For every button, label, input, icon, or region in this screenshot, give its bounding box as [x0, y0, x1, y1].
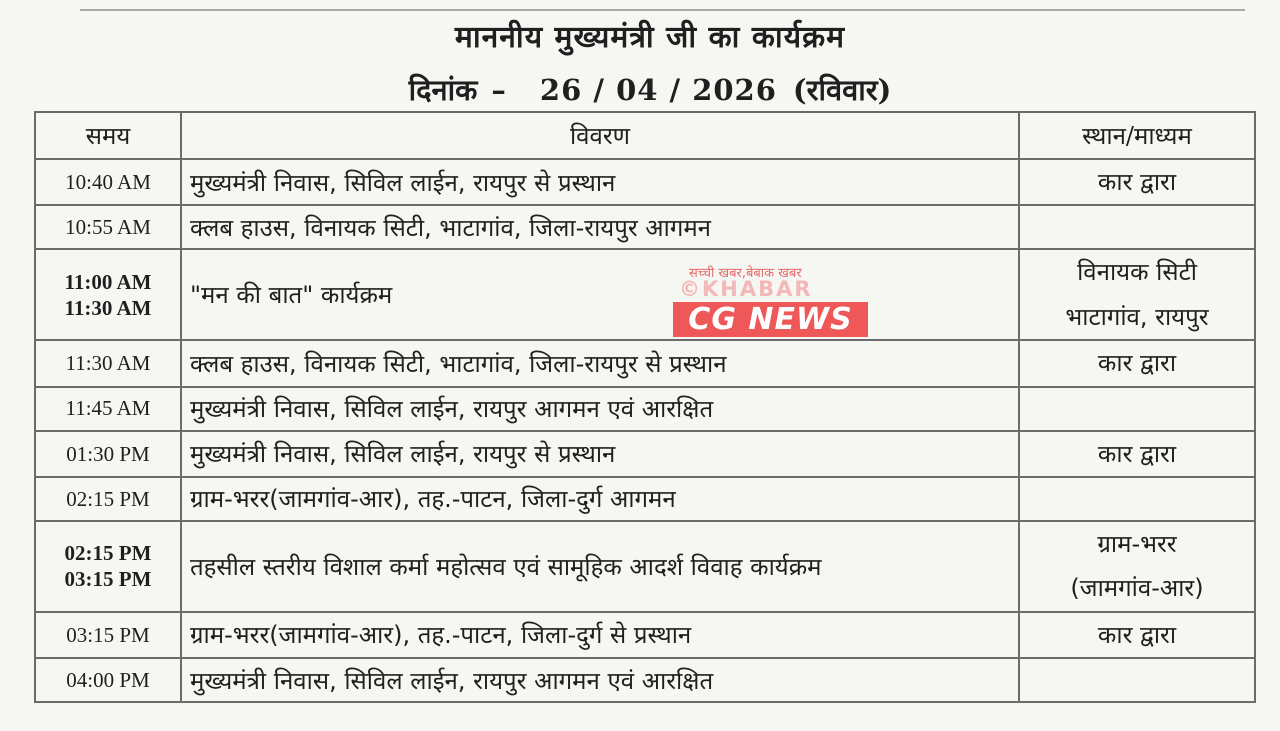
description-cell: क्लब हाउस, विनायक सिटी, भाटागांव, जिला-रायपुर से प्रस्थान	[181, 340, 1019, 386]
place-cell	[1019, 431, 1255, 477]
place-cell	[1019, 477, 1255, 521]
table-row	[35, 658, 1255, 702]
time-value: 11:30 AM	[64, 295, 152, 320]
place-cell	[1019, 612, 1255, 658]
column-header-place: स्थान/माध्यम	[1019, 112, 1255, 159]
place-value: विनायक सिटी	[1077, 258, 1197, 287]
place-cell	[1019, 205, 1255, 249]
page-title: माननीय मुख्यमंत्री जी का कार्यक्रम	[454, 20, 846, 55]
place-cell	[1019, 159, 1255, 205]
time-value: 01:30 PM	[66, 441, 150, 466]
description-cell: क्लब हाउस, विनायक सिटी, भाटागांव, जिला-रायपुर आगमन	[181, 205, 1019, 249]
time-cell	[35, 612, 181, 658]
description-cell: ग्राम-भरर(जामगांव-आर), तह.-पाटन, जिला-दुर्ग आगमन	[181, 477, 1019, 521]
description-cell: "मन की बात" कार्यक्रम	[181, 249, 1019, 340]
schedule-table	[34, 111, 1256, 703]
description-cell: तहसील स्तरीय विशाल कर्मा महोत्सव एवं सामूहिक आदर्श विवाह कार्यक्रम	[181, 521, 1019, 612]
place-cell	[1019, 387, 1255, 431]
table-row	[35, 521, 1255, 612]
time-value: 11:30 AM	[65, 351, 151, 376]
column-header-time: समय	[35, 112, 181, 159]
day-label: (रविवार)	[792, 73, 892, 107]
time-cell	[35, 205, 181, 249]
table-row	[35, 431, 1255, 477]
time-value: 04:00 PM	[66, 668, 150, 692]
time-cell	[35, 249, 181, 340]
place-cell	[1019, 249, 1255, 340]
time-value: 10:40 AM	[65, 170, 151, 195]
date-dash: –	[491, 73, 506, 107]
description-cell: मुख्यमंत्री निवास, सिविल लाईन, रायपुर आगमन एवं आरक्षित	[181, 387, 1019, 431]
table-header-row	[35, 112, 1255, 159]
description-cell: मुख्यमंत्री निवास, सिविल लाईन, रायपुर से प्रस्थान	[181, 159, 1019, 205]
place-value: कार द्वारा	[1097, 349, 1177, 378]
time-cell	[35, 431, 181, 477]
time-cell	[35, 387, 181, 431]
table-row	[35, 387, 1255, 431]
description-cell: मुख्यमंत्री निवास, सिविल लाईन, रायपुर आगमन एवं आरक्षित	[181, 658, 1019, 702]
time-value: 02:15 PM	[66, 486, 150, 511]
table-row	[35, 340, 1255, 386]
place-value: कार द्वारा	[1097, 439, 1177, 468]
time-value: 11:00 AM	[64, 269, 152, 294]
table-row	[35, 612, 1255, 658]
description-cell: मुख्यमंत्री निवास, सिविल लाईन, रायपुर से प्रस्थान	[181, 431, 1019, 477]
place-value: ग्राम-भरर	[1097, 529, 1177, 558]
table-row	[35, 477, 1255, 521]
place-cell	[1019, 521, 1255, 612]
table-row	[35, 249, 1255, 340]
watermark-brand-bottom: CG NEWS	[673, 302, 868, 337]
date-value: 26 / 04 / 2026	[539, 73, 777, 107]
time-cell	[35, 340, 181, 386]
place-cell	[1019, 340, 1255, 386]
watermark-tagline: सच्ची खबर,बेबाक खबर	[689, 266, 802, 281]
time-value: 03:15 PM	[66, 622, 150, 647]
top-divider	[80, 9, 1245, 11]
place-value: कार द्वारा	[1097, 620, 1177, 649]
table-row	[35, 159, 1255, 205]
table-row	[35, 205, 1255, 249]
time-value: 02:15 PM	[64, 541, 152, 566]
date-label: दिनांक	[408, 73, 478, 107]
date-line	[0, 70, 1280, 109]
time-cell	[35, 521, 181, 612]
time-value: 11:45 AM	[65, 396, 151, 421]
place-cell	[1019, 658, 1255, 702]
time-cell	[35, 658, 181, 702]
place-value: भाटागांव, रायपुर	[1065, 302, 1209, 331]
time-value: 10:55 AM	[65, 215, 151, 240]
time-value: 03:15 PM	[64, 567, 152, 592]
time-cell	[35, 477, 181, 521]
column-header-description: विवरण	[181, 112, 1019, 159]
watermark-brand-top: ©KHABAR	[679, 277, 813, 301]
time-cell	[35, 159, 181, 205]
place-value: कार द्वारा	[1097, 168, 1177, 196]
description-cell: ग्राम-भरर(जामगांव-आर), तह.-पाटन, जिला-दुर्ग से प्रस्थान	[181, 612, 1019, 658]
place-value: (जामगांव-आर)	[1070, 574, 1204, 603]
